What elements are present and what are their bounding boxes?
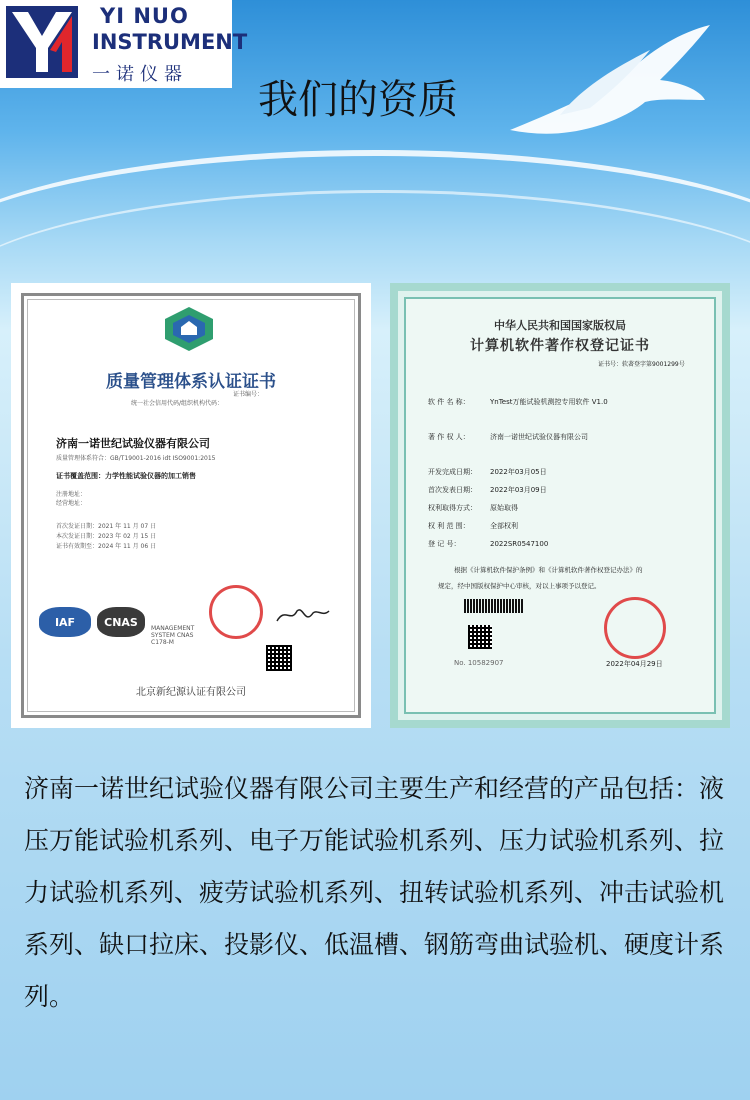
field-row: 首次发表日期： 2022年03月09日 — [428, 486, 547, 494]
credit-code: 统一社会信用代码/组织机构代码： — [131, 400, 224, 407]
dove-icon — [500, 20, 720, 150]
barcode — [464, 599, 524, 613]
issuer-name: 北京新纪源认证有限公司 — [136, 687, 246, 698]
field-row: 权 利 范 围： 全部权利 — [428, 522, 518, 530]
qr-code — [468, 625, 492, 649]
field-row: 软 件 名 称： YnTest万能试验机测控专用软件 V1.0 — [428, 398, 608, 406]
logo-text-en: INSTRUMENT — [92, 30, 248, 54]
logo-text-cn: 一诺仪器 — [92, 64, 188, 85]
company-description: 济南一诺世纪试验仪器有限公司主要生产和经营的产品包括：液压万能试验机系列、电子万能试验机系列、压力试验机系列、拉力试验机系列、疲劳试验机系列、扭转试验机系列、冲击试验机系列、缺口拉床、投影仪、低温槽、钢筋弯曲试验机、硬度计系列。 — [24, 774, 725, 1011]
signature-icon — [273, 603, 333, 627]
certificate-title: 计算机软件著作权登记证书 — [470, 338, 650, 354]
registration-basis: 规定，经中国版权保护中心审核，对以上事项予以登记。 — [438, 582, 601, 590]
cnas-badge: CNAS — [97, 607, 145, 637]
issue-date: 2022年04月29日 — [606, 660, 663, 668]
logo-mark-icon — [6, 6, 78, 78]
cert-standard: 质量管理体系符合：GB/T19001-2016 idt ISO9001:2015 — [56, 455, 216, 462]
red-seal — [604, 597, 666, 659]
field-row: 著 作 权 人： 济南一诺世纪试验仪器有限公司 — [428, 433, 588, 441]
field-row: 开发完成日期： 2022年03月05日 — [428, 468, 547, 476]
iaf-badge: IAF — [39, 607, 91, 637]
date-valid-until: 证书有效期至：2024 年 11 月 06 日 — [56, 543, 157, 550]
logo-text-en: YI NUO — [100, 4, 189, 28]
cnas-text: MANAGEMENT SYSTEM CNAS C178-M — [151, 625, 195, 646]
issuing-authority: 中华人民共和国国家版权局 — [494, 319, 626, 332]
quality-certificate[interactable] — [11, 283, 371, 728]
register-address: 注册地址： — [56, 491, 87, 498]
certificate-number: 证书号：软著登字第9001299号 — [598, 361, 685, 368]
date-first-issue: 首次发证日期：2021 年 11 月 07 日 — [56, 523, 157, 530]
date-this-issue: 本次发证日期：2023 年 02 月 15 日 — [56, 533, 157, 540]
field-row: 权利取得方式： 原始取得 — [428, 504, 518, 512]
certification-emblem-icon — [161, 305, 217, 353]
cert-scope: 证书覆盖范围：力学性能试验仪器的加工销售 — [56, 472, 196, 480]
operating-address: 经营地址： — [56, 500, 87, 507]
software-copyright-certificate[interactable] — [390, 283, 730, 728]
serial-number: No. 10582907 — [454, 659, 504, 667]
certificate-title: 质量管理体系认证证书 — [106, 372, 276, 392]
registration-basis: 根据《计算机软件保护条例》和《计算机软件著作权登记办法》的 — [454, 566, 643, 574]
cert-number: 证书编号： — [233, 391, 264, 398]
company-logo[interactable] — [0, 0, 248, 88]
field-row: 登 记 号： 2022SR0547100 — [428, 540, 549, 548]
red-seal — [209, 585, 263, 639]
page-title: 我们的资质 — [258, 77, 458, 123]
qr-code — [266, 645, 292, 671]
certified-company: 济南一诺世纪试验仪器有限公司 — [56, 437, 210, 450]
